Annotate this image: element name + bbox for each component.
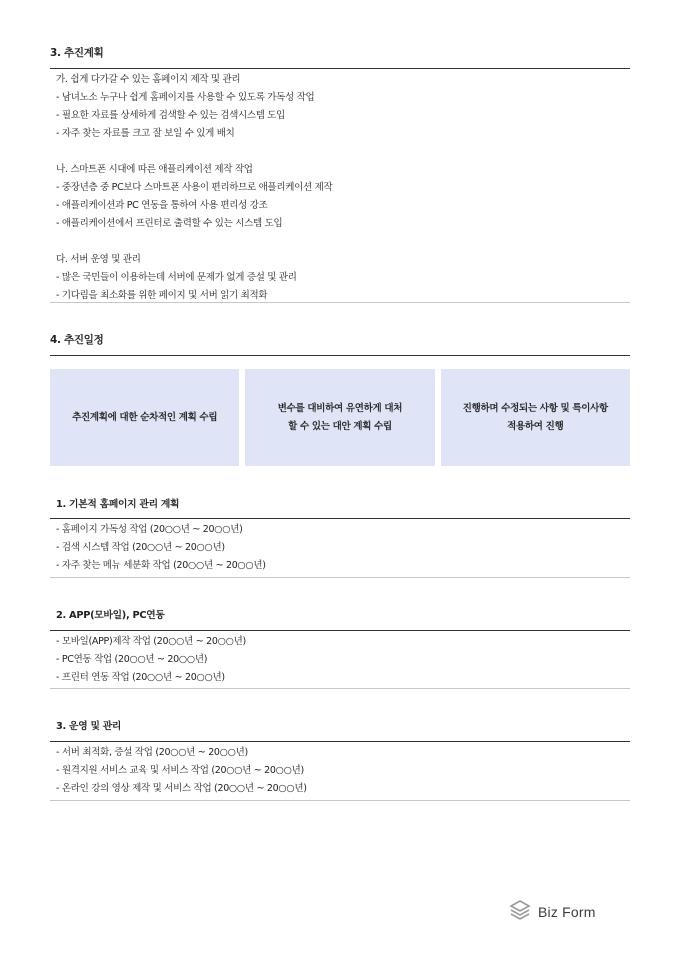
principle-line: 진행하며 수정되는 사항 및 특이사항 bbox=[462, 402, 608, 414]
plan-2-item: - 프린터 연동 작업 (20○○년 ~ 20○○년) bbox=[56, 672, 225, 683]
bizform-logo bbox=[508, 898, 596, 926]
principle-line: 변수를 대비하여 유연하게 대처 bbox=[277, 402, 403, 414]
principle-line: 적용하여 진행 bbox=[507, 420, 564, 432]
plan-c-heading: 다. 서버 운영 및 관리 bbox=[56, 254, 141, 265]
plan-3-title: 3. 운영 및 관리 bbox=[56, 721, 122, 732]
plan-b-item: - 애플리케이션에서 프린터로 출력할 수 있는 시스템 도입 bbox=[56, 218, 283, 229]
plan-b-item: - 애플리케이션과 PC 연동을 통하여 사용 편리성 강조 bbox=[56, 200, 268, 211]
plan-c-item: - 기다림을 최소화를 위한 페이지 및 서버 읽기 최적화 bbox=[56, 290, 268, 301]
plan-1-bottom-rule bbox=[50, 577, 630, 578]
plan-2-title: 2. APP(모바일), PC연동 bbox=[56, 610, 165, 621]
plan-3-list bbox=[56, 744, 636, 798]
plan-3-item: - 온라인 강의 영상 제작 및 서비스 작업 (20○○년 ~ 20○○년) bbox=[56, 783, 307, 794]
stacked-layers-icon bbox=[508, 898, 532, 926]
plan-1-item: - 검색 시스템 작업 (20○○년 ~ 20○○년) bbox=[56, 542, 225, 553]
section-3-top-rule bbox=[50, 68, 630, 69]
plan-a-item: - 자주 찾는 자료를 크고 잘 보일 수 있게 배치 bbox=[56, 128, 235, 139]
plan-2-bottom-rule bbox=[50, 688, 630, 689]
brand-name: Biz Form bbox=[538, 904, 596, 920]
plan-b-heading: 나. 스마트폰 시대에 따른 애플리케이션 제작 작업 bbox=[56, 164, 253, 175]
principle-line: 할 수 있는 대안 계획 수립 bbox=[288, 420, 392, 432]
schedule-principles bbox=[50, 369, 630, 466]
plan-2-item: - PC연동 작업 (20○○년 ~ 20○○년) bbox=[56, 654, 208, 665]
section-3-body bbox=[56, 71, 636, 305]
section-4-title: 4. 추진일정 bbox=[50, 334, 104, 346]
plan-3-item: - 서버 최적화, 증설 작업 (20○○년 ~ 20○○년) bbox=[56, 747, 248, 758]
section-3-title: 3. 추진계획 bbox=[50, 47, 104, 59]
section-3-bottom-rule bbox=[50, 302, 630, 303]
principle-box bbox=[245, 369, 434, 466]
plan-1-list bbox=[56, 521, 636, 575]
plan-2-list bbox=[56, 633, 636, 687]
plan-3-bottom-rule bbox=[50, 800, 630, 801]
plan-1-top-rule bbox=[50, 518, 630, 519]
plan-a-heading: 가. 쉽게 다가갈 수 있는 홈페이지 제작 및 관리 bbox=[56, 74, 241, 85]
plan-c-item: - 많은 국민들이 이용하는데 서버에 문제가 없게 증설 및 관리 bbox=[56, 272, 297, 283]
plan-1-title: 1. 기본적 홈페이지 관리 계획 bbox=[56, 499, 180, 510]
plan-a-item: - 남녀노소 누구나 쉽게 홈페이지를 사용할 수 있도록 가독성 작업 bbox=[56, 92, 315, 103]
section-4-top-rule bbox=[50, 355, 630, 356]
plan-2-top-rule bbox=[50, 630, 630, 631]
plan-1-item: - 홈페이지 가독성 작업 (20○○년 ~ 20○○년) bbox=[56, 524, 243, 535]
plan-1-item: - 자주 찾는 메뉴 세분화 작업 (20○○년 ~ 20○○년) bbox=[56, 560, 266, 571]
principle-line: 추진계획에 대한 순차적인 계획 수립 bbox=[72, 411, 218, 423]
plan-3-item: - 원격지원 서비스 교육 및 서비스 작업 (20○○년 ~ 20○○년) bbox=[56, 765, 304, 776]
principle-box bbox=[50, 369, 239, 466]
plan-3-top-rule bbox=[50, 741, 630, 742]
plan-2-item: - 모바일(APP)제작 작업 (20○○년 ~ 20○○년) bbox=[56, 636, 246, 647]
plan-b-item: - 중장년층 중 PC보다 스마트폰 사용이 편리하므로 애플리케이션 제작 bbox=[56, 182, 333, 193]
plan-a-item: - 필요한 자료를 상세하게 검색할 수 있는 검색시스템 도입 bbox=[56, 110, 286, 121]
principle-box bbox=[441, 369, 630, 466]
